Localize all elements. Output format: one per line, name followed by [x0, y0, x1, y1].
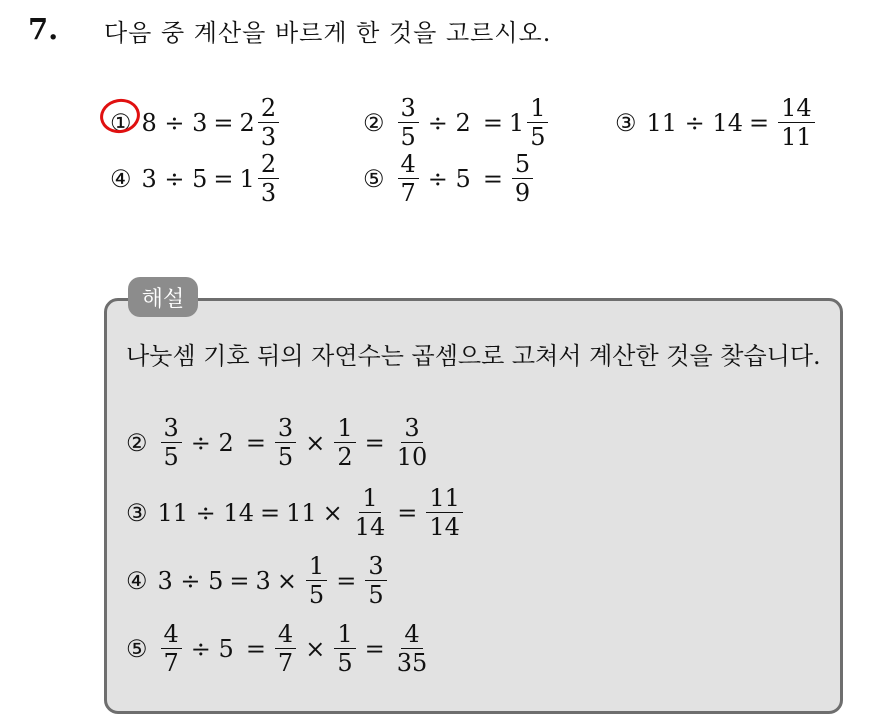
fraction: $\frac{3}{5}$: [275, 414, 296, 471]
explanation-line-5: [126, 620, 433, 677]
fraction: $\frac{11}{14}$: [426, 484, 463, 541]
explanation-text: 나눗셈 기호 뒤의 자연수는 곱셈으로 고쳐서 계산한 것을 찾습니다.: [126, 342, 821, 370]
fraction: $\frac{1}{5}$: [334, 620, 355, 677]
choice-5[interactable]: [363, 150, 536, 207]
choice-2[interactable]: [363, 94, 551, 151]
choice-expression: $\frac{3}{5}$ ÷ 2 = 1 $\frac{1}{5}$: [395, 94, 552, 151]
question-text: 다음 중 계산을 바르게 한 것을 고르시오.: [104, 19, 552, 47]
choice-4[interactable]: [110, 150, 282, 207]
working-expression: $\frac{4}{7}$ ÷ 5 = $\frac{4}{7}$ × $\frac{1}{5}$ = $\frac{4}{35}$: [158, 620, 434, 677]
choice-marker: ③: [615, 108, 637, 137]
working-expression: 11 ÷ 14 = 11 × $\frac{1}{14}$ = $\frac{11}{14}$: [158, 484, 466, 541]
explanation-line-2: [126, 414, 433, 471]
explanation-line-4: [126, 552, 390, 609]
fraction: $\frac{3}{5}$: [161, 414, 182, 471]
whole-number: 1: [508, 108, 525, 137]
choice-marker: ③: [126, 498, 148, 527]
fraction: $\frac{2}{3}$: [258, 94, 279, 151]
fraction: $\frac{1}{2}$: [334, 414, 355, 471]
fraction: $\frac{5}{9}$: [512, 150, 533, 207]
explanation-tag: 해설: [128, 277, 198, 317]
choice-marker: ②: [126, 428, 148, 457]
choice-expression: 11 ÷ 14 = $\frac{14}{11}$: [647, 94, 818, 151]
fraction: $\frac{3}{10}$: [396, 414, 428, 471]
fraction: $\frac{14}{11}$: [778, 94, 815, 151]
fraction: $\frac{3}{5}$: [398, 94, 419, 151]
choice-marker: ④: [126, 566, 148, 595]
fraction: $\frac{1}{5}$: [527, 94, 548, 151]
choice-marker: ④: [110, 164, 132, 193]
fraction: $\frac{4}{35}$: [396, 620, 428, 677]
fraction: $\frac{2}{3}$: [258, 150, 279, 207]
working-expression: $\frac{3}{5}$ ÷ 2 = $\frac{3}{5}$ × $\frac{1}{2}$ = $\frac{3}{10}$: [158, 414, 434, 471]
choice-3[interactable]: [615, 94, 818, 151]
working-expression: 3 ÷ 5 = 3 × $\frac{1}{5}$ = $\frac{3}{5}$: [158, 552, 390, 609]
fraction: $\frac{4}{7}$: [275, 620, 296, 677]
choice-marker: ⑤: [363, 164, 385, 193]
choice-marker: ②: [363, 108, 385, 137]
choice-expression: 8 ÷ 3 = 2 $\frac{2}{3}$: [142, 94, 283, 151]
choice-expression: 3 ÷ 5 = 1 $\frac{2}{3}$: [142, 150, 283, 207]
fraction: $\frac{4}{7}$: [161, 620, 182, 677]
fraction: $\frac{1}{5}$: [306, 552, 327, 609]
whole-number: 2: [239, 108, 255, 137]
choice-marker: ⑤: [126, 634, 148, 663]
fraction: $\frac{1}{14}$: [354, 484, 386, 541]
fraction: $\frac{3}{5}$: [365, 552, 386, 609]
explanation-line-3: [126, 484, 466, 541]
question-number: 7.: [28, 12, 59, 46]
choice-expression: $\frac{4}{7}$ ÷ 5 = $\frac{5}{9}$: [395, 150, 537, 207]
fraction: $\frac{4}{7}$: [398, 150, 419, 207]
whole-number: 1: [239, 164, 255, 193]
choice-marker: ①: [110, 108, 132, 137]
